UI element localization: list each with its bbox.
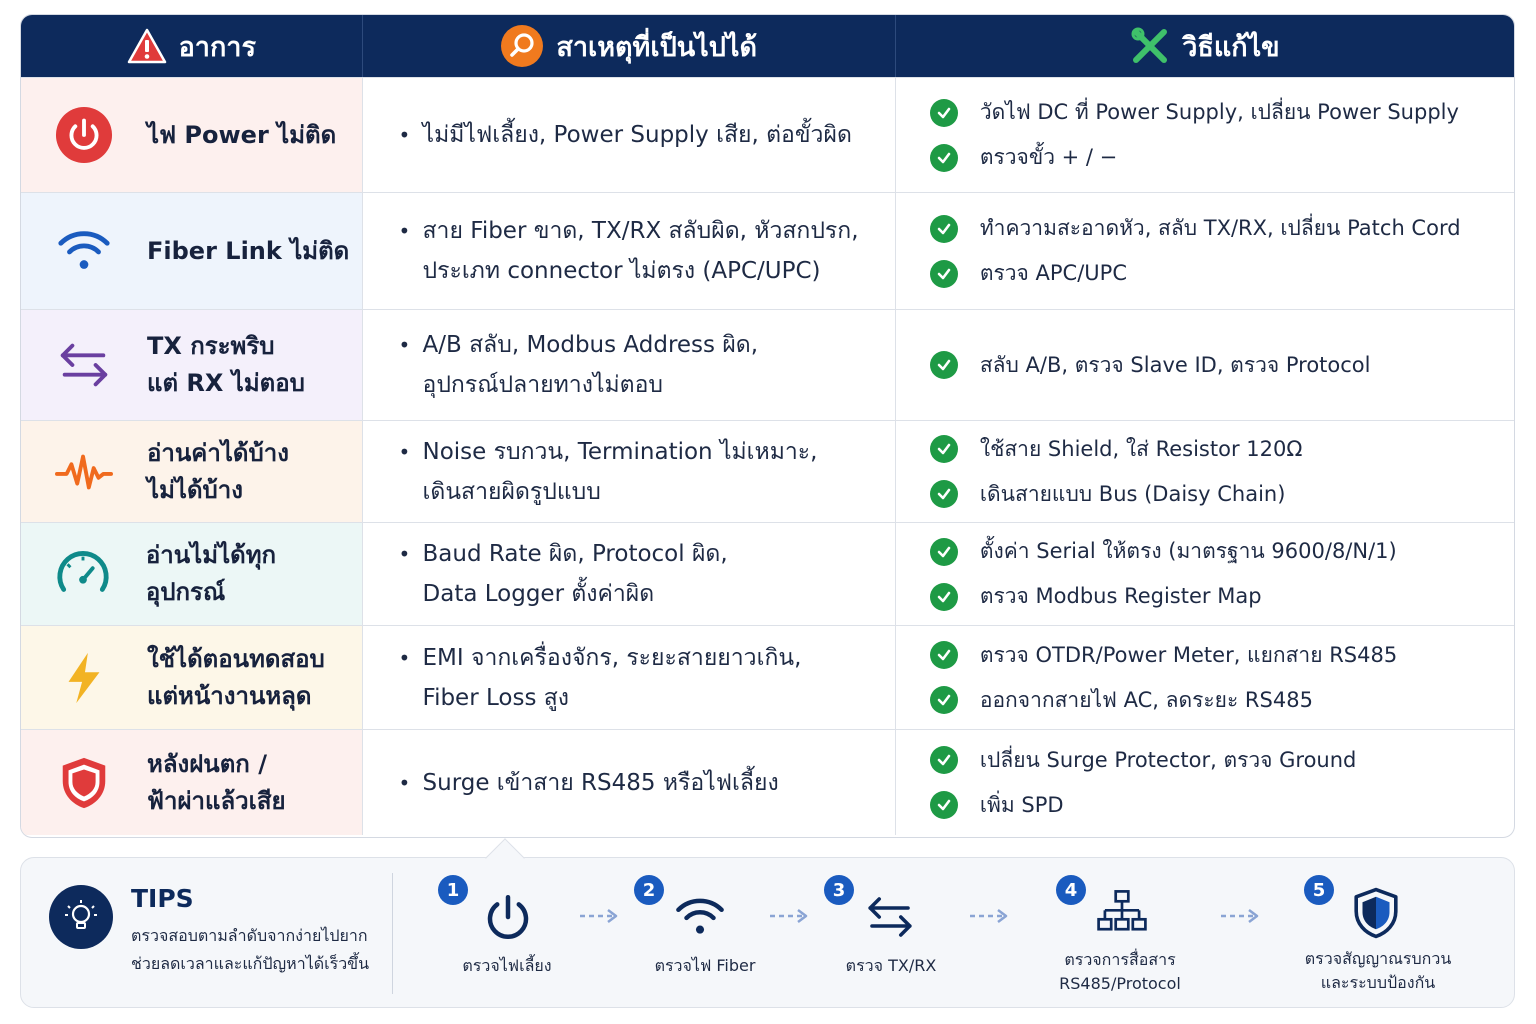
bullet: • (398, 219, 411, 243)
table-row (21, 309, 1514, 420)
symptom-cell (21, 626, 363, 729)
fix-item (930, 789, 1514, 822)
symptom-label: Fiber Link ไม่ติด (147, 236, 350, 265)
cause-cell (363, 730, 896, 835)
fix-item (930, 257, 1514, 290)
fix-text: ใช้สาย Shield, ใส่ Resistor 120Ω (979, 436, 1303, 461)
tips-divider (392, 873, 393, 994)
symptom-label: อ่านไม่ได้ทุกอุปกรณ์ (145, 541, 277, 606)
fix-item (930, 580, 1514, 613)
header-symptom-label: อาการ (178, 31, 256, 63)
power-icon (481, 890, 535, 948)
network-icon (1095, 886, 1149, 944)
fix-cell (896, 523, 1514, 625)
cause-cell (363, 193, 896, 309)
swap-arrows-icon (863, 890, 917, 948)
step-number-badge: 2 (634, 875, 664, 905)
wifi-icon (21, 222, 147, 280)
fix-cell (896, 310, 1514, 420)
cause-cell (363, 78, 896, 192)
fix-text: สลับ A/B, ตรวจ Slave ID, ตรวจ Protocol (979, 352, 1371, 377)
shield-icon (21, 754, 147, 812)
check-icon (930, 260, 958, 288)
cause-text: Surge เข้าสาย RS485 หรือไฟเลี้ยง (422, 769, 779, 796)
bullet: • (398, 542, 411, 566)
fix-cell (896, 78, 1514, 192)
cause-text: EMI จากเครื่องจักร, ระยะสายยาวเกิน, Fiber Loss สูง (422, 644, 802, 711)
table-row (21, 625, 1514, 729)
table-row (21, 192, 1514, 309)
fix-text: เพิ่ม SPD (979, 792, 1064, 817)
table-row (21, 77, 1514, 192)
bullet: • (398, 645, 411, 670)
troubleshooting-table (20, 14, 1515, 838)
fix-item (930, 141, 1514, 174)
search-icon (500, 24, 544, 68)
cause-cell (363, 626, 896, 729)
header-cause-label: สาเหตุที่เป็นไปได้ (556, 31, 758, 63)
fix-item (930, 535, 1514, 568)
fix-item (930, 349, 1514, 382)
cause-text: ไม่มีไฟเลี้ยง, Power Supply เสีย, ต่อขั้วผิด (422, 122, 852, 148)
lightbulb-icon (49, 885, 113, 949)
swap-arrows-icon (21, 336, 147, 394)
bullet: • (398, 770, 411, 795)
fix-item (930, 684, 1514, 717)
tools-icon (1130, 26, 1170, 66)
table-row (21, 522, 1514, 625)
step-label: ตรวจ TX/RX (845, 956, 937, 975)
check-icon (930, 538, 958, 566)
check-icon (930, 686, 958, 714)
fix-text: ตรวจ OTDR/Power Meter, แยกสาย RS485 (979, 642, 1398, 667)
check-icon (930, 583, 958, 611)
cause-cell (363, 523, 896, 625)
wifi-icon (673, 890, 727, 948)
fix-item (930, 744, 1514, 777)
step-label: ตรวจสัญญาณรบกวน และระบบป้องกัน (1304, 949, 1452, 992)
signal-wave-icon (21, 443, 147, 501)
header-symptom (21, 15, 363, 77)
fix-item (930, 96, 1514, 129)
symptom-cell (21, 523, 363, 625)
fix-text: ตรวจ Modbus Register Map (979, 584, 1262, 608)
shield-icon (1349, 886, 1403, 944)
step-label: ตรวจไฟ Fiber (654, 956, 756, 975)
step-label: ตรวจไฟเลี้ยง (462, 956, 552, 975)
table-row (21, 729, 1514, 835)
bullet: • (398, 333, 411, 357)
check-icon (930, 215, 958, 243)
dashed-arrow-icon (768, 906, 810, 930)
symptom-label: หลังฝนตก / ฟ้าผ่าแล้วเสีย (147, 749, 286, 815)
power-icon (21, 106, 147, 164)
fix-text: ตรวจขั้ว + / − (979, 145, 1118, 169)
fix-text: ตั้งค่า Serial ให้ตรง (มาตรฐาน 9600/8/N/1) (979, 539, 1397, 563)
fix-text: ตรวจ APC/UPC (979, 261, 1127, 285)
tips-title: TIPS (131, 884, 194, 913)
symptom-cell (21, 193, 363, 309)
bullet: • (398, 123, 411, 147)
fix-item (930, 478, 1514, 511)
step-number-badge: 1 (438, 875, 468, 905)
fix-cell (896, 626, 1514, 729)
header-fix-label: วิธีแก้ไข (1182, 31, 1280, 63)
check-icon (930, 144, 958, 172)
dashed-arrow-icon (968, 906, 1010, 930)
check-icon (930, 746, 958, 774)
gauge-icon (21, 545, 146, 603)
check-icon (930, 99, 958, 127)
step-label: ตรวจการสื่อสาร RS485/Protocol (1059, 950, 1181, 993)
step-number-badge: 5 (1304, 875, 1334, 905)
lightning-icon (21, 649, 147, 707)
cause-text: A/B สลับ, Modbus Address ผิด, อุปกรณ์ปลายทางไม่ตอบ (422, 332, 759, 398)
symptom-label: ใช้ได้ตอนทดสอบ แต่หน้างานหลุด (147, 644, 325, 710)
check-icon (930, 435, 958, 463)
fix-cell (896, 730, 1514, 835)
fix-text: เดินสายแบบ Bus (Daisy Chain) (979, 481, 1286, 506)
dashed-arrow-icon (578, 906, 620, 930)
tips-description: ตรวจสอบตามลำดับจากง่ายไปยาก ช่วยลดเวลาและแก้ปัญหาได้เร็วขึ้น (131, 926, 370, 973)
check-icon (930, 480, 958, 508)
check-icon (930, 641, 958, 669)
cause-text: สาย Fiber ขาด, TX/RX สลับผิด, หัวสกปรก, ประเภท connector ไม่ตรง (APC/UPC) (422, 218, 859, 284)
cause-cell (363, 421, 896, 522)
fix-item (930, 639, 1514, 672)
symptom-cell (21, 310, 363, 420)
step-number-badge: 3 (824, 875, 854, 905)
cause-text: Baud Rate ผิด, Protocol ผิด, Data Logger ตั้งค่าผิด (422, 541, 728, 607)
check-icon (930, 351, 958, 379)
tips-panel (20, 857, 1515, 1008)
dashed-arrow-icon (1219, 906, 1261, 930)
fix-item (930, 212, 1514, 245)
header-cause (363, 15, 896, 77)
fix-text: ทำความสะอาดหัว, สลับ TX/RX, เปลี่ยน Patch Cord (979, 216, 1461, 240)
step-number-badge: 4 (1056, 875, 1086, 905)
symptom-cell (21, 78, 363, 192)
symptom-label: ไฟ Power ไม่ติด (147, 120, 337, 149)
bullet: • (398, 439, 411, 464)
symptom-label: อ่านค่าได้บ้าง ไม่ได้บ้าง (147, 438, 289, 504)
table-header (21, 15, 1514, 77)
fix-item (930, 433, 1514, 466)
warning-icon (127, 28, 167, 64)
symptom-cell (21, 421, 363, 522)
cause-cell (363, 310, 896, 420)
symptom-cell (21, 730, 363, 835)
check-icon (930, 791, 958, 819)
header-fix (896, 15, 1514, 77)
table-row (21, 420, 1514, 522)
cause-text: Noise รบกวน, Termination ไม่เหมาะ, เดินสายผิดรูปแบบ (422, 438, 818, 505)
symptom-label: TX กระพริบ แต่ RX ไม่ตอบ (147, 332, 305, 397)
fix-cell (896, 421, 1514, 522)
fix-text: วัดไฟ DC ที่ Power Supply, เปลี่ยน Power Supply (979, 100, 1459, 124)
fix-text: เปลี่ยน Surge Protector, ตรวจ Ground (979, 747, 1357, 772)
fix-text: ออกจากสายไฟ AC, ลดระยะ RS485 (979, 687, 1313, 712)
fix-cell (896, 193, 1514, 309)
